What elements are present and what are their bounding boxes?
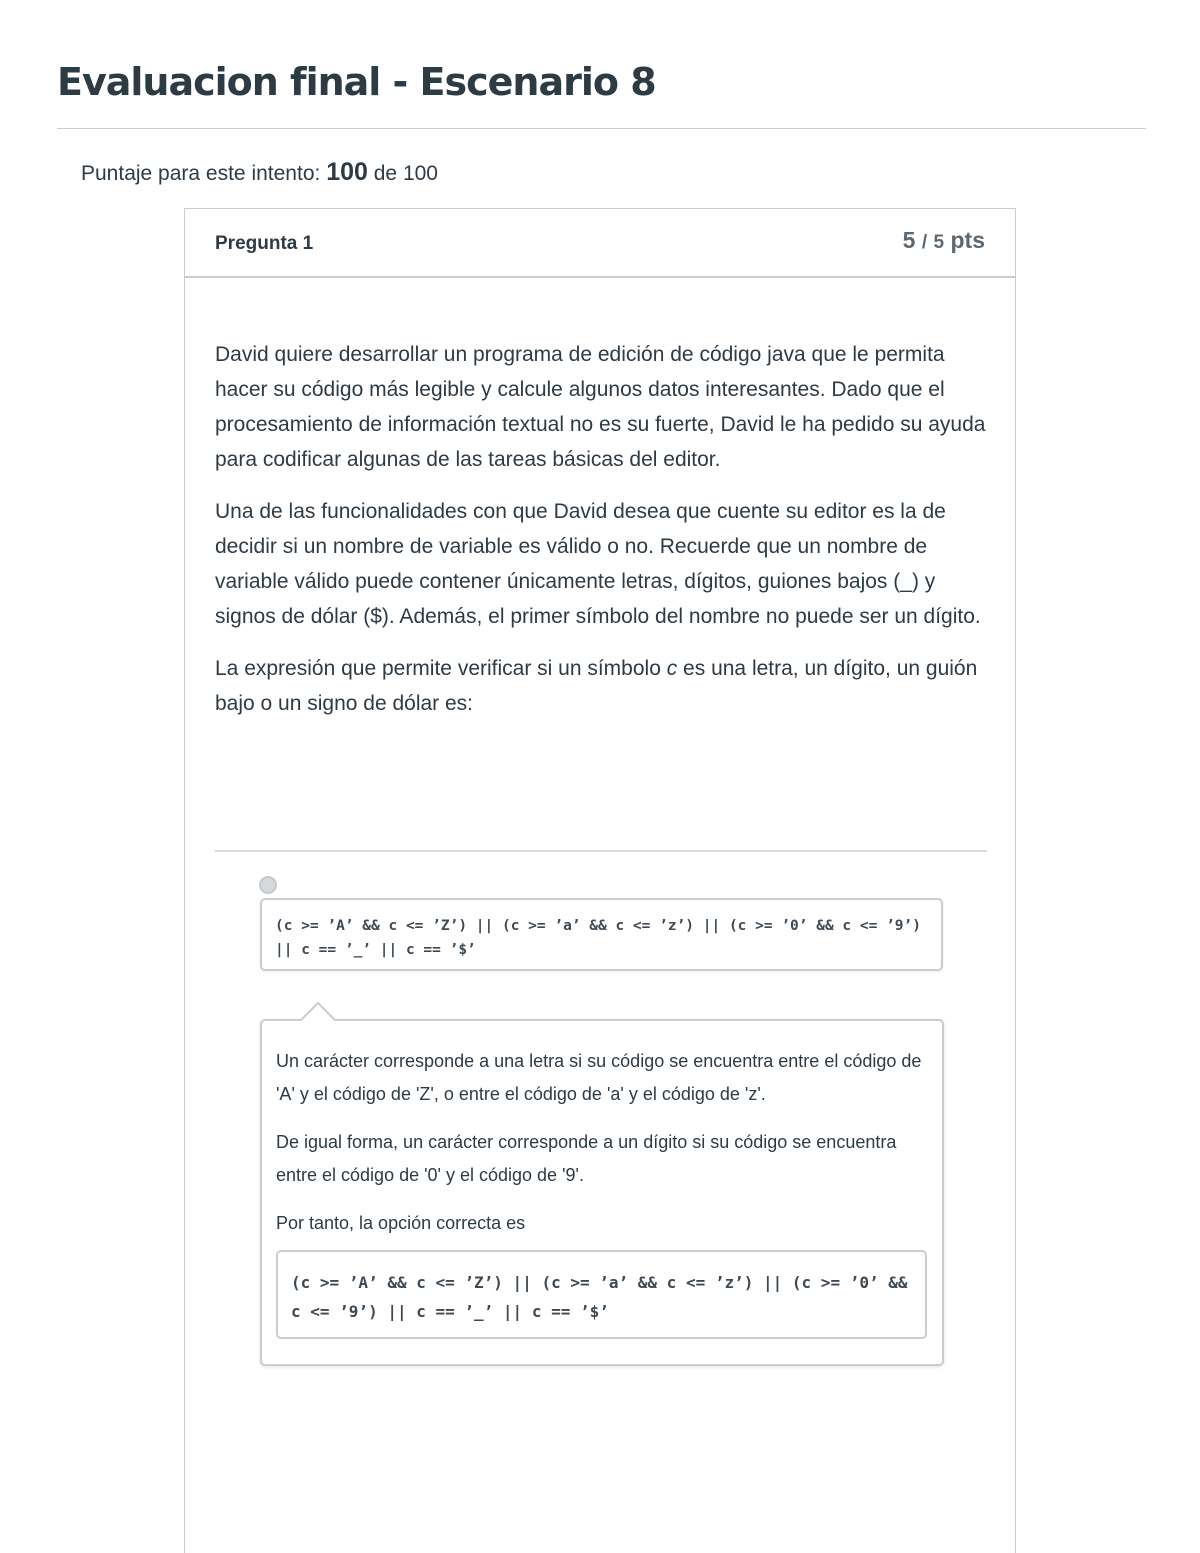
variable-name: c [666,657,678,680]
question-paragraph: David quiere desarrollar un programa de edición de código java que le permita hacer su código más legible y calcule algunos datos interesantes. Dado que el procesamiento de información textual no es su fuerte, David le ha pedido su ayuda para codificar algunas de las tareas básicas del editor. [215,343,986,471]
question-paragraph [215,651,990,721]
answer-radio-button[interactable] [259,876,277,894]
answer-feedback [260,1019,944,1366]
answer-code: (c >= ’A’ && c <= ’Z’) || (c >= ’a’ && c <= ’z’) || (c >= ’0’ && c <= ’9’) || c == ’_’ || c == ’$’ [275,918,930,958]
answers-divider [215,850,987,852]
points-unit: pts [950,227,985,253]
feedback-paragraph: De igual forma, un carácter corresponde a un dígito si su código se encuentra entre el código de '0' y el código de '9'. [276,1132,897,1185]
question-paragraph: Una de las funcionalidades con que David desea que cuente su editor es la de decidir si un nombre de variable es válido o no. Recuerde que un nombre de variable válido puede contener únicamente letras, dígitos, guiones bajos (_) y signos de dólar ($). Además, el primer símbolo del nombre no puede ser un dígito. [215,500,981,628]
question-text [215,337,990,738]
title-divider [57,128,1146,129]
feedback-pointer [300,1002,337,1039]
question-header [185,209,1015,278]
points-slash: / [921,232,928,253]
feedback-text [276,1045,926,1255]
points-possible: 5 [933,232,945,253]
question-card [184,208,1016,1553]
score-value: 100 [326,158,368,186]
feedback-paragraph: Un carácter corresponde a una letra si su código se encuentra entre el código de 'A' y el código de 'Z', o entre el código de 'a' y el código de 'z'. [276,1051,922,1104]
question-name: Pregunta 1 [215,233,314,254]
page-title: Evaluacion final - Escenario 8 [57,60,656,104]
feedback-paragraph: Por tanto, la opción correcta es [276,1213,526,1233]
question-text-segment: es una letra, un dígito, un guión bajo o un signo de dólar es: [215,657,978,715]
question-text-segment: La expresión que permite verificar si un símbolo [215,657,667,680]
answer-option[interactable] [260,898,943,971]
score-label: Puntaje para este intento: [81,162,321,185]
question-points [903,227,985,254]
correct-answer-box [276,1250,927,1339]
points-earned: 5 [902,227,916,253]
correct-answer-code: (c >= ’A’ && c <= ’Z’) || (c >= ’a’ && c <= ’z’) || (c >= ’0’ && c <= ’9’) || c == ’_’ || c == ’$’ [291,1273,918,1321]
score-separator: de [373,162,398,185]
attempt-score [81,158,438,187]
score-total: 100 [402,162,438,185]
